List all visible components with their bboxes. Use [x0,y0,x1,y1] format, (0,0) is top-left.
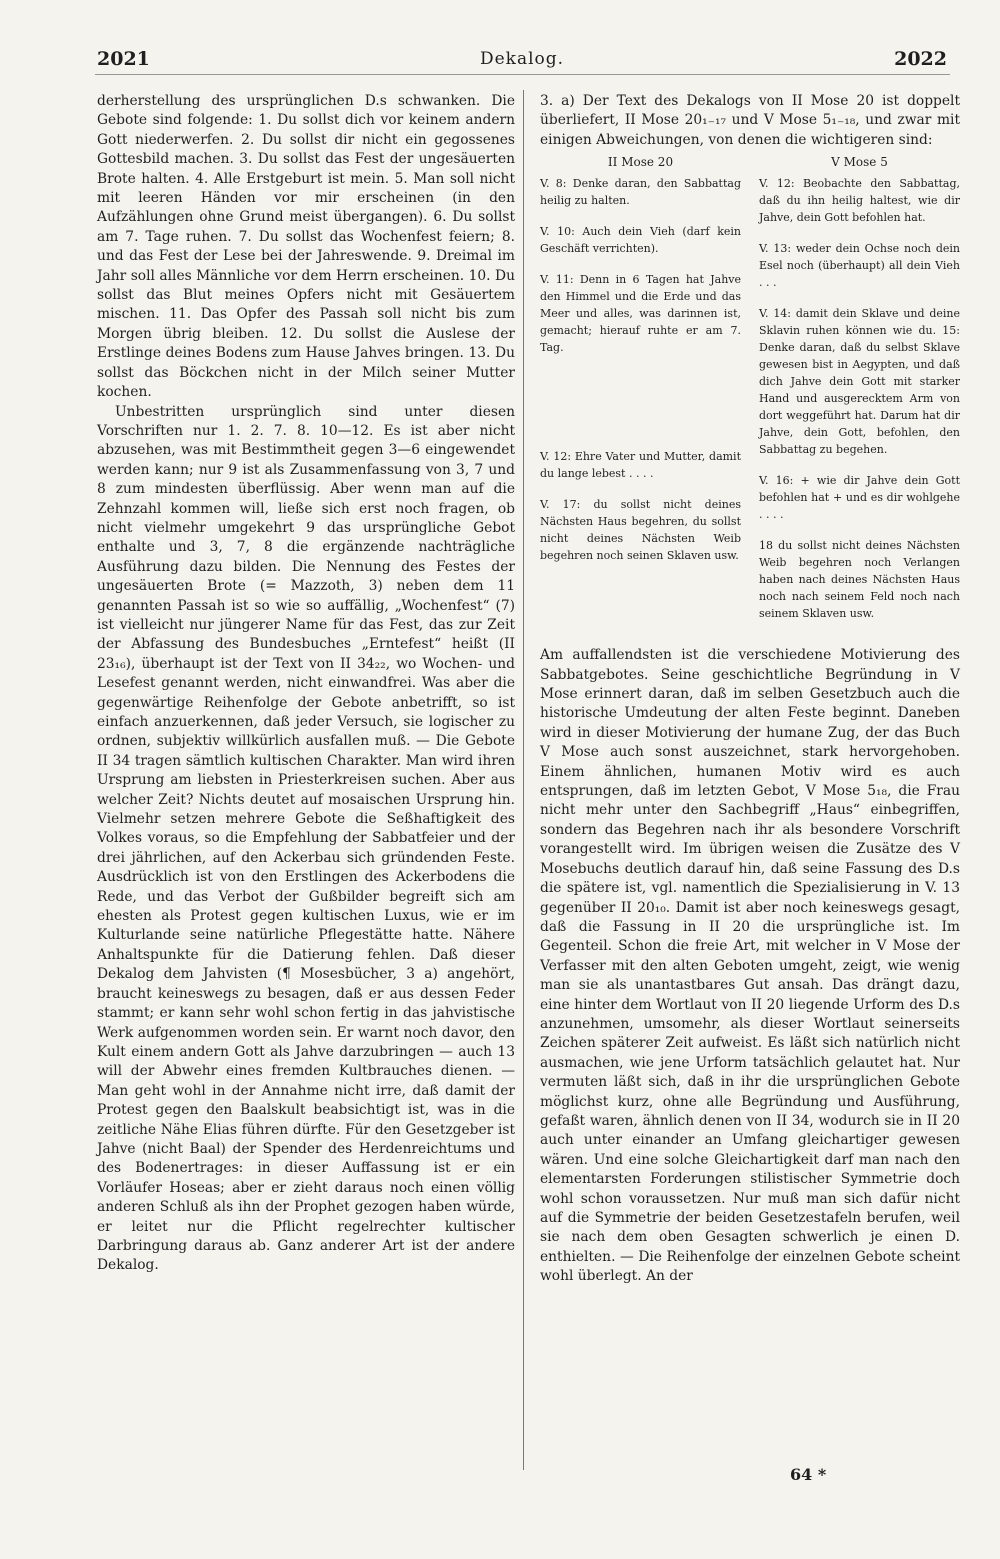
comparison-left-side [540,154,741,636]
header-rule [95,74,950,75]
right-paragraph-1: Am auffallendsten ist die verschiedene Motivierung des Sabbatgebotes. Seine geschichtliche Begründung in V Mose erinnert daran, daß im selben Gesetzbuch auch die historische Umdeutung der alten Feste beginnt. Daneben wird in dieser Motivierung der humane Zug, der das Buch V Mose auch sonst auszeichnet, stark hervorgehoben. Einem ähnlichen, humanen Motiv wird es auch entsprungen, daß im letzten Gebot, V Mose 5₁₈, die Frau nicht mehr unter den Sachbegriff „Haus“ einbegriffen, sondern das Begehren nach ihr als besondere Vorschrift vorangestellt wird. Im übrigen weisen die Zusätze des V Mosebuchs deutlich darauf hin, daß seine Fassung des D.s die spätere ist, vgl. namentlich die Spezialisierung in V. 13 gegenüber II 20₁₀. Damit ist aber noch keineswegs gesagt, daß die Fassung in II 20 die ursprüngliche ist. Im Gegenteil. Schon die freie Art, mit welcher in V Mose der Verfasser mit den alten Geboten umgeht, zeigt, wie wenig man sie als unantastbares Gut ansah. Das drängt dazu, eine hinter dem Wortlaut von II 20 liegende Urform des D.s anzunehmen, umsomehr, als dieser Wortlaut seinerseits Zeichen späterer Zeit aufweist. Es läßt sich natürlich nicht ausmachen, wie jene Urform tatsächlich gelautet hat. Nur vermuten läßt sich, daß in ihr die ursprünglichen Gebote möglichst kurz, ohne alle Begründung und Ausführung, gefaßt waren, ähnlich denen von II 34, wodurch sie in II 20 auch unter einander an Umfang gleichartiger gewesen wären. Und eine solche Gleichartigkeit darf man nach den elementarsten Forderungen stilistischer Symmetrie doch wohl schon voraussetzen. Nur muß man sich dafür nicht auf die Symmetrie der beiden Gesetzestafeln berufen, weil sie nach dem oben Gesagten schwerlich je einen D. enthielten. — Die Reihenfolge der einzelnen Gebote scheint wohl überlegt. An der [540,647,960,1285]
comparison-right-heading: V Mose 5 [831,155,888,170]
left-paragraph-2: Unbestritten ursprünglich sind unter diesen Vorschriften nur 1. 2. 7. 8. 10—12. Es ist aber nicht abzusehen, was mit Bestimmtheit gegen 3—6 eingewendet werden kann; nur 9 ist als Zusammenfassung von 3, 7 und 8 zum mindesten überflüssig. Aber wenn man auf die Zehnzahl kommen will, ließe sich erst noch fragen, ob nicht vielmehr umgekehrt 9 das ursprüngliche Gebot enthalte und 3, 7, 8 die ergänzende nachträgliche Ausführung dazu bilden. Die Nennung des Festes der ungesäuerten Brote (= Mazzoth, 3) neben dem 11 genannten Passah ist so wie so auffällig, „Wochenfest“ (7) ist vielleicht nur jüngerer Name für das Fest, das zur Zeit der Abfassung des Bundesbuches „Erntefest“ heißt (II 23₁₆), überhaupt ist der Text von II 34₂₂, wo Wochen- und Lesefest genannt werden, nicht einwandfrei. Was aber die gegenwärtige Reihenfolge der Gebote anbetrifft, so ist einfach anzuerkennen, daß jeder Versuch, sie logischer zu ordnen, subjektiv willkürlich ausfallen muß. — Die Gebote II 34 tragen sämtlich kultischen Charakter. Man wird ihren Ursprung am liebsten in Priesterkreisen suchen. Aber aus welcher Zeit? Nichts deutet auf mosaischen Ursprung hin. Vielmehr setzen mehrere Gebote die Seßhaftigkeit des Volkes voraus, so die Empfehlung der Sabbatfeier und der drei jährlichen, auf den Ackerbau sich gründenden Feste. Ausdrücklich ist von den Erstlingen des Ackerbodens die Rede, und das Verbot der Gußbilder begreift sich am ehesten als Protest gegen kultischen Luxus, wie er im Kulturlande seine natürliche Pflegestätte hatte. Nähere Anhaltspunkte für die Datierung fehlen. Daß dieser Dekalog dem Jahvisten (¶ Mosesbücher, 3 a) angehört, braucht keineswegs zu besagen, daß er aus dessen Feder stammt; er kann sehr wohl schon fertig in das jahvistische Werk aufgenommen worden sein. Er warnt noch davor, den Kult einem andern Gott als Jahve darzubringen — auch 13 will der Abwehr eines fremden Kultbrauches dienen. — Man geht wohl in der Annahme nicht irre, daß damit der Protest gegen den Baalskult beabsichtigt ist, was in die zeitliche Nähe Elias führen dürfte. Für den Gesetzgeber ist Jahve (nicht Baal) der Spender des Herdenreichtums und des Bodenertrages: in dieser Auffassung ist er ein Vorläufer Hoseas; aber er zieht daraus noch einen völlig anderen Schluß als ihn der Prophet gezogen haben würde, er leitet nur die Pflicht regelrechter kultischer Darbringung daraus ab. Ganz anderer Art ist der andere Dekalog. [97,403,515,1274]
comparison-table [540,154,960,636]
signature-mark: 64 * [790,1465,827,1484]
running-title: Dekalog. [479,49,565,69]
right-column [540,92,960,1287]
page-header [97,44,947,74]
compare-right-v12: V. 12: Beobachte den Sabbattag, daß du ihn heilig haltest, wie dir Jahve, dein Gott befohlen hat. [759,177,960,225]
compare-right-v16: V. 16: + wie dir Jahve dein Gott befohlen hat + und es dir wohlgehe . . . . [759,474,960,522]
compare-left-v12: V. 12: Ehre Vater und Mutter, damit du lange lebest . . . . [540,450,741,481]
compare-left-v8: V. 8: Denke daran, den Sabbattag heilig zu halten. [540,177,741,208]
left-column-number: 2021 [97,48,150,70]
compare-right-v18: 18 du sollst nicht deines Nächsten Weib begehren noch Verlangen haben nach deines Nächsten Haus noch nach seinem Feld noch nach seinem Sklaven usw. [759,539,960,621]
compare-left-v17: V. 17: du sollst nicht deines Nächsten Haus begehren, du sollst nicht deines Nächsten Weib begehren noch seinen Sklaven usw. [540,498,741,563]
compare-right-v13: V. 13: weder dein Ochse noch dein Esel noch (überhaupt) all dein Vieh . . . [759,242,960,290]
left-column [97,92,515,1276]
comparison-right-side [759,154,960,636]
compare-left-spacer [540,370,741,448]
column-divider [523,90,524,1470]
compare-right-v14: V. 14: damit dein Sklave und deine Sklavin ruhen können wie du. 15: Denke daran, daß du selbst Sklave gewesen bist in Aegypten, und daß dich Jahve dein Gott mit starker Hand und ausgerecktem Arm von dort weggeführt hat. Darum hat dir Jahve, dein Gott, befohlen, den Sabbattag zu begehen. [759,307,960,457]
compare-left-v10: V. 10: Auch dein Vieh (darf kein Geschäft verrichten). [540,225,741,256]
compare-left-v11: V. 11: Denn in 6 Tagen hat Jahve den Himmel und die Erde und das Meer und alles, was darinnen ist, gemacht; hierauf ruhte er am 7. Tag. [540,273,741,355]
comparison-left-heading: II Mose 20 [607,155,674,170]
left-paragraph-1: derherstellung des ursprünglichen D.s schwanken. Die Gebote sind folgende: 1. Du sollst dich vor keinem andern Gott niederwerfen. 2. Du sollst dir nicht ein gegossenes Gottesbild machen. 3. Du sollst das Fest der ungesäuerten Brote halten. 4. Alle Erstgeburt ist mein. 5. Man soll nicht mit leeren Händen vor mir erscheinen (in den Aufzählungen ohne Grund meist übergangen). 6. Du sollst am 7. Tage ruhen. 7. Du sollst das Wochenfest feiern; 8. und das Fest der Lese bei der Jahreswende. 9. Dreimal im Jahr soll alles Männliche vor dem Herrn erscheinen. 10. Du sollst das Blut meines Opfers nicht mit Gesäuertem mischen. 11. Das Opfer des Passah soll nicht bis zum Morgen übrig bleiben. 12. Du sollst die Auslese der Erstlinge deines Bodens zum Hause Jahves bringen. 13. Du sollst das Böckchen nicht in der Milch seiner Mutter kochen. [97,93,515,401]
right-intro-paragraph: 3. a) Der Text des Dekalogs von II Mose 20 ist doppelt überliefert, II Mose 20₁₋₁₇ und V Mose 5₁₋₁₈, und zwar mit einigen Abweichungen, von denen die wichtigeren sind: [540,93,960,148]
right-column-number: 2022 [894,48,947,70]
